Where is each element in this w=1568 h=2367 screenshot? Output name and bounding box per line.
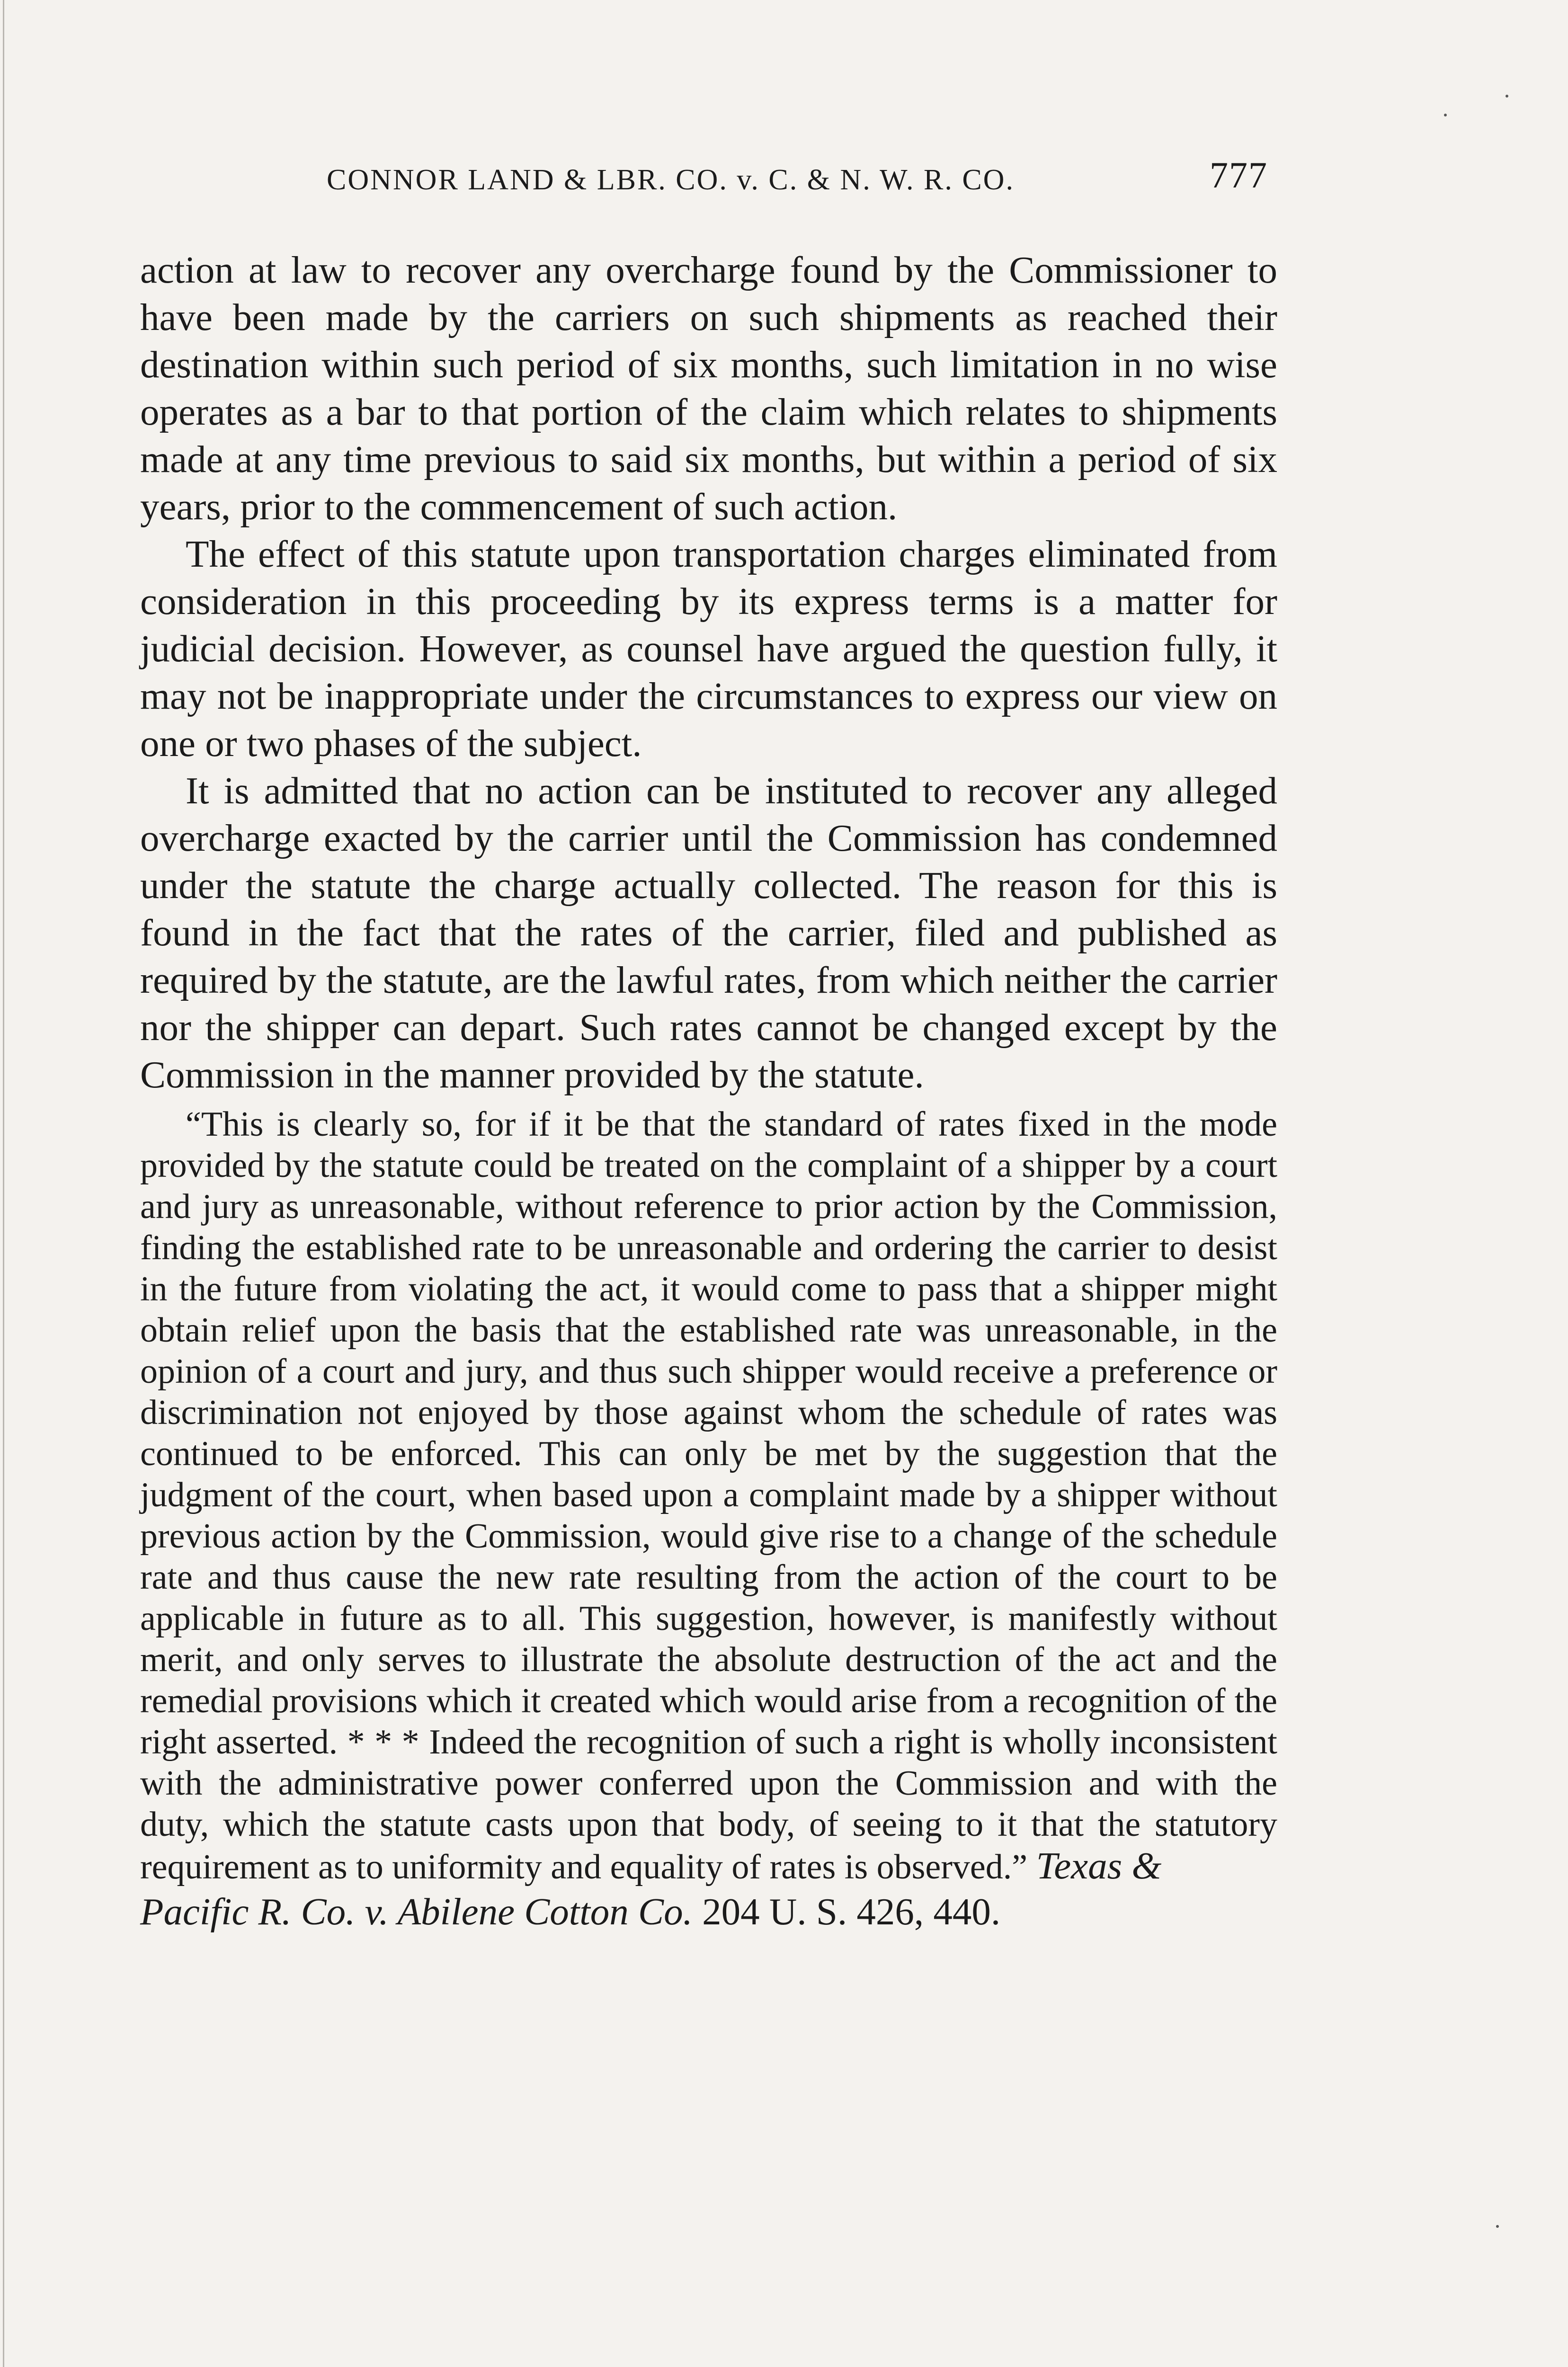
body-text [140,246,1277,1935]
case-name-continued: Pacific R. Co. v. Abilene Cotton Co. [140,1890,693,1933]
scan-speck [1506,95,1508,98]
page-edge [3,0,4,2367]
paragraph-continuation: action at law to recover any overcharge found by the Commissioner to have been made by the carriers on such shipments as reached their destination within such period of six months, such limitation in no wise operates as a bar to that portion of the claim which relates to shipments made at any time previous to said six months, but within a period of six years, prior to the commencement of such action. [140,249,1277,528]
paragraph: It is admitted that no action can be instituted to recover any alleged overcharge exacted by the carrier until the Commission has condemned under the statute the charge actually collected. The reason for this is found in the fact that the rates of the carrier, filed and published as required by the statute, are the lawful rates, from which neither the carrier nor the shipper can depart. Such rates cannot be changed except by the Commission in the manner provided by the statute. [140,769,1277,1096]
scan-speck [1496,2225,1499,2228]
paragraph: The effect of this statute upon transportation charges eliminated from consideration in this proceeding by its express terms is a matter for judicial decision. However, as counsel have argued the question fully, it may not be inappropriate under the circumstances to express our view on one or two phases of the subject. [140,533,1277,765]
quotation-text: “This is clearly so, for if it be that the standard of rates fixed in the mode provided by the statute could be treated on the complaint of a shipper by a court and jury as unreasonable, without reference to prior action by the Commission, finding the established rate to be unreasonable and ordering the carrier to desist in the future from violating the act, it would come to pass that a shipper might obtain relief upon the basis that the established rate was unreasonable, in the opinion of a court and jury, and thus such shipper would receive a preference or discrimination not enjoyed by those against whom the schedule of rates was continued to be enforced. This can only be met by the suggestion that the judgment of the court, when based upon a complaint made by a shipper without previous action by the Commission, would give rise to a change of the schedule rate and thus cause the new rate resulting from the action of the court to be applicable in future as to all. This suggestion, however, is manifestly without merit, and only serves to illustrate the absolute destruction of the act and the remedial provisions which it created which would arise from a recognition of the right asserted. * * * Indeed the recognition of such a right is wholly inconsistent with the administrative power conferred upon the Commission and with the duty, which the statute casts upon that body, of seeing to it that the statutory requirement as to uniformity and equality of rates is observed.” [140,1105,1277,1886]
running-header: CONNOR LAND & LBR. CO. v. C. & N. W. R. CO. [327,164,1015,196]
reporter-citation: 204 U. S. 426, 440. [702,1890,1001,1933]
block-quotation [140,1104,1277,1935]
citation-line [140,1888,1277,1935]
scan-speck [1444,114,1447,116]
page-number: 777 [1210,154,1268,196]
case-name: Texas & [1036,1844,1162,1887]
